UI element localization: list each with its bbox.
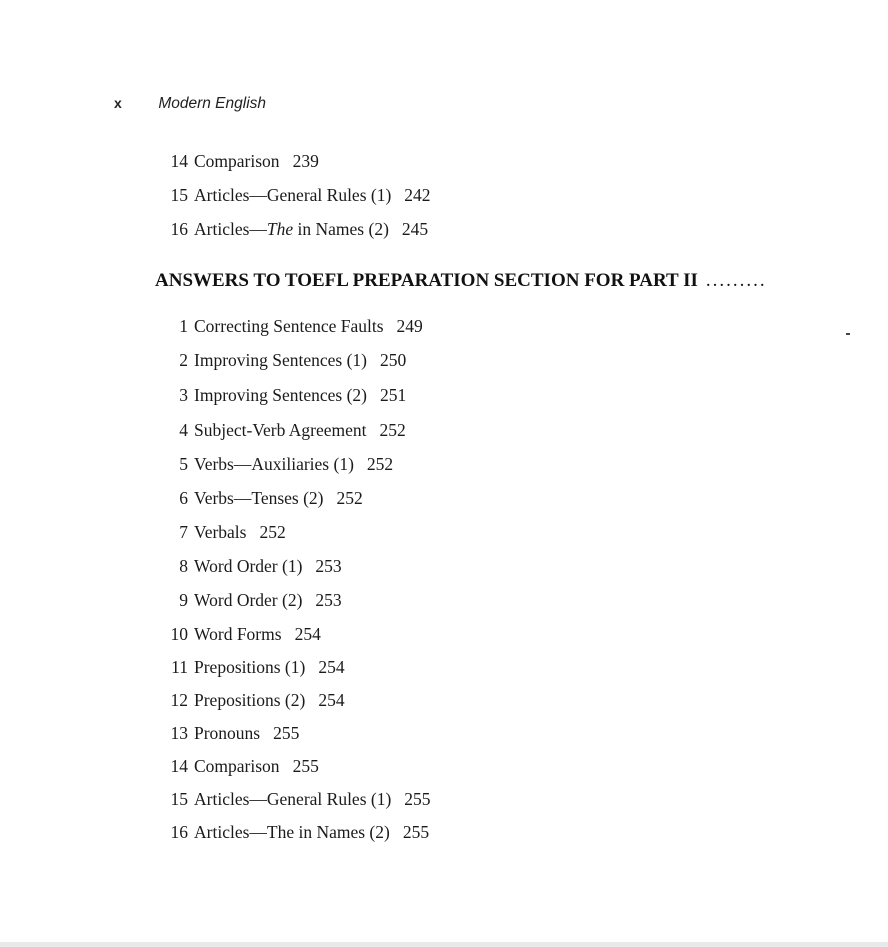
toc-entry-title: Word Forms <box>194 624 282 644</box>
toc-entry-number: 2 <box>179 350 188 370</box>
toc-entry-page: 252 <box>366 454 394 474</box>
toc-entry-title: Word Order (2) <box>194 590 303 610</box>
toc-entry <box>162 690 345 710</box>
toc-entry-title: Comparison <box>194 151 280 171</box>
toc-entry-title: Articles—General Rules (1) <box>194 789 392 809</box>
scan-mark <box>846 333 850 335</box>
toc-entry <box>162 789 431 809</box>
toc-entry <box>162 385 406 405</box>
toc-entry-title: Comparison <box>194 756 280 776</box>
page-edge <box>0 942 888 947</box>
toc-entry <box>162 522 286 542</box>
toc-entry-title: Subject-Verb Agreement <box>194 420 367 440</box>
toc-entry-page: 254 <box>318 690 345 710</box>
toc-entry-title: Improving Sentences (1) <box>194 350 368 370</box>
toc-entry-page: 255 <box>402 822 430 842</box>
toc-entry-title: Improving Sentences (2) <box>194 385 368 405</box>
toc-entry-title: Correcting Sentence Faults <box>194 316 384 336</box>
toc-entry <box>162 590 342 610</box>
toc-entry-page: 251 <box>380 385 407 405</box>
book-title: Modern English <box>158 95 267 112</box>
toc-entry-page: 252 <box>259 522 286 542</box>
page-number: x <box>114 95 122 111</box>
toc-entry-number: 14 <box>170 151 188 171</box>
toc-entry <box>162 556 342 576</box>
toc-entry-number: 4 <box>179 420 188 440</box>
toc-entry-page: 254 <box>318 657 345 677</box>
toc-entry-title: Prepositions (1) <box>194 657 306 677</box>
toc-entry-page: 253 <box>315 556 342 576</box>
toc-entry-number: 11 <box>171 657 188 677</box>
section-heading: ANSWERS TO TOEFL PREPARATION SECTION FOR PART II ......... <box>155 270 767 291</box>
toc-entry <box>162 219 428 239</box>
toc-entry <box>162 454 393 474</box>
toc-entry <box>162 723 299 743</box>
toc-entry-page: 255 <box>404 789 431 809</box>
toc-entry <box>162 822 429 842</box>
toc-entry-number: 7 <box>179 522 188 542</box>
toc-entry-number: 16 <box>170 219 188 239</box>
toc-entry-number: 15 <box>170 789 188 809</box>
toc-entry-page: 252 <box>336 488 363 508</box>
toc-entry <box>162 488 363 508</box>
toc-entry-page: 250 <box>380 350 407 370</box>
toc-entry-page: 239 <box>292 151 319 171</box>
toc-entry-page: 242 <box>404 185 431 205</box>
toc-entry-page: 252 <box>379 420 406 440</box>
toc-entry-number: 6 <box>179 488 188 508</box>
toc-entry-title: Verbs—Tenses (2) <box>194 488 324 508</box>
toc-entry-number: 10 <box>170 624 188 644</box>
toc-entry-title: Articles—The in Names (2) <box>194 822 390 842</box>
toc-entry-title: in Names (2) <box>293 219 389 239</box>
toc-entry-title: Articles— <box>194 219 267 239</box>
toc-entry-title: Prepositions (2) <box>194 690 306 710</box>
toc-entry-page: 249 <box>396 316 423 336</box>
toc-entry-number: 8 <box>179 556 188 576</box>
toc-entry <box>162 316 423 336</box>
toc-entry-title-italic: The <box>266 219 294 239</box>
toc-entry-title: Articles—General Rules (1) <box>194 185 392 205</box>
toc-entry-page: 254 <box>294 624 321 644</box>
toc-entry-number: 15 <box>170 185 188 205</box>
toc-entry-number: 16 <box>170 822 188 842</box>
toc-entry-number: 3 <box>179 385 188 405</box>
toc-entry <box>162 624 321 644</box>
toc-entry <box>162 657 345 677</box>
toc-entry <box>162 420 406 440</box>
toc-entry-title: Pronouns <box>194 723 261 743</box>
toc-entry-page: 255 <box>273 723 300 743</box>
toc-entry <box>162 185 431 205</box>
toc-entry-number: 13 <box>170 723 188 743</box>
toc-entry-number: 14 <box>170 756 188 776</box>
toc-entry-number: 1 <box>179 316 188 336</box>
toc-entry <box>162 350 406 370</box>
toc-entry-page: 245 <box>401 219 429 239</box>
dot-leader: ......... <box>705 270 767 291</box>
toc-entry-page: 255 <box>292 756 319 776</box>
running-head <box>114 95 266 113</box>
toc-entry-title: Word Order (1) <box>194 556 303 576</box>
toc-entry-number: 12 <box>170 690 188 710</box>
toc-entry-number: 9 <box>179 590 188 610</box>
toc-entry-page: 253 <box>315 590 342 610</box>
toc-entry <box>162 756 319 776</box>
toc-entry-title: Verbs—Auxiliaries (1) <box>194 454 354 474</box>
toc-entry-title: Verbals <box>194 522 247 542</box>
toc-entry-number: 5 <box>179 454 188 474</box>
toc-entry <box>162 151 319 171</box>
